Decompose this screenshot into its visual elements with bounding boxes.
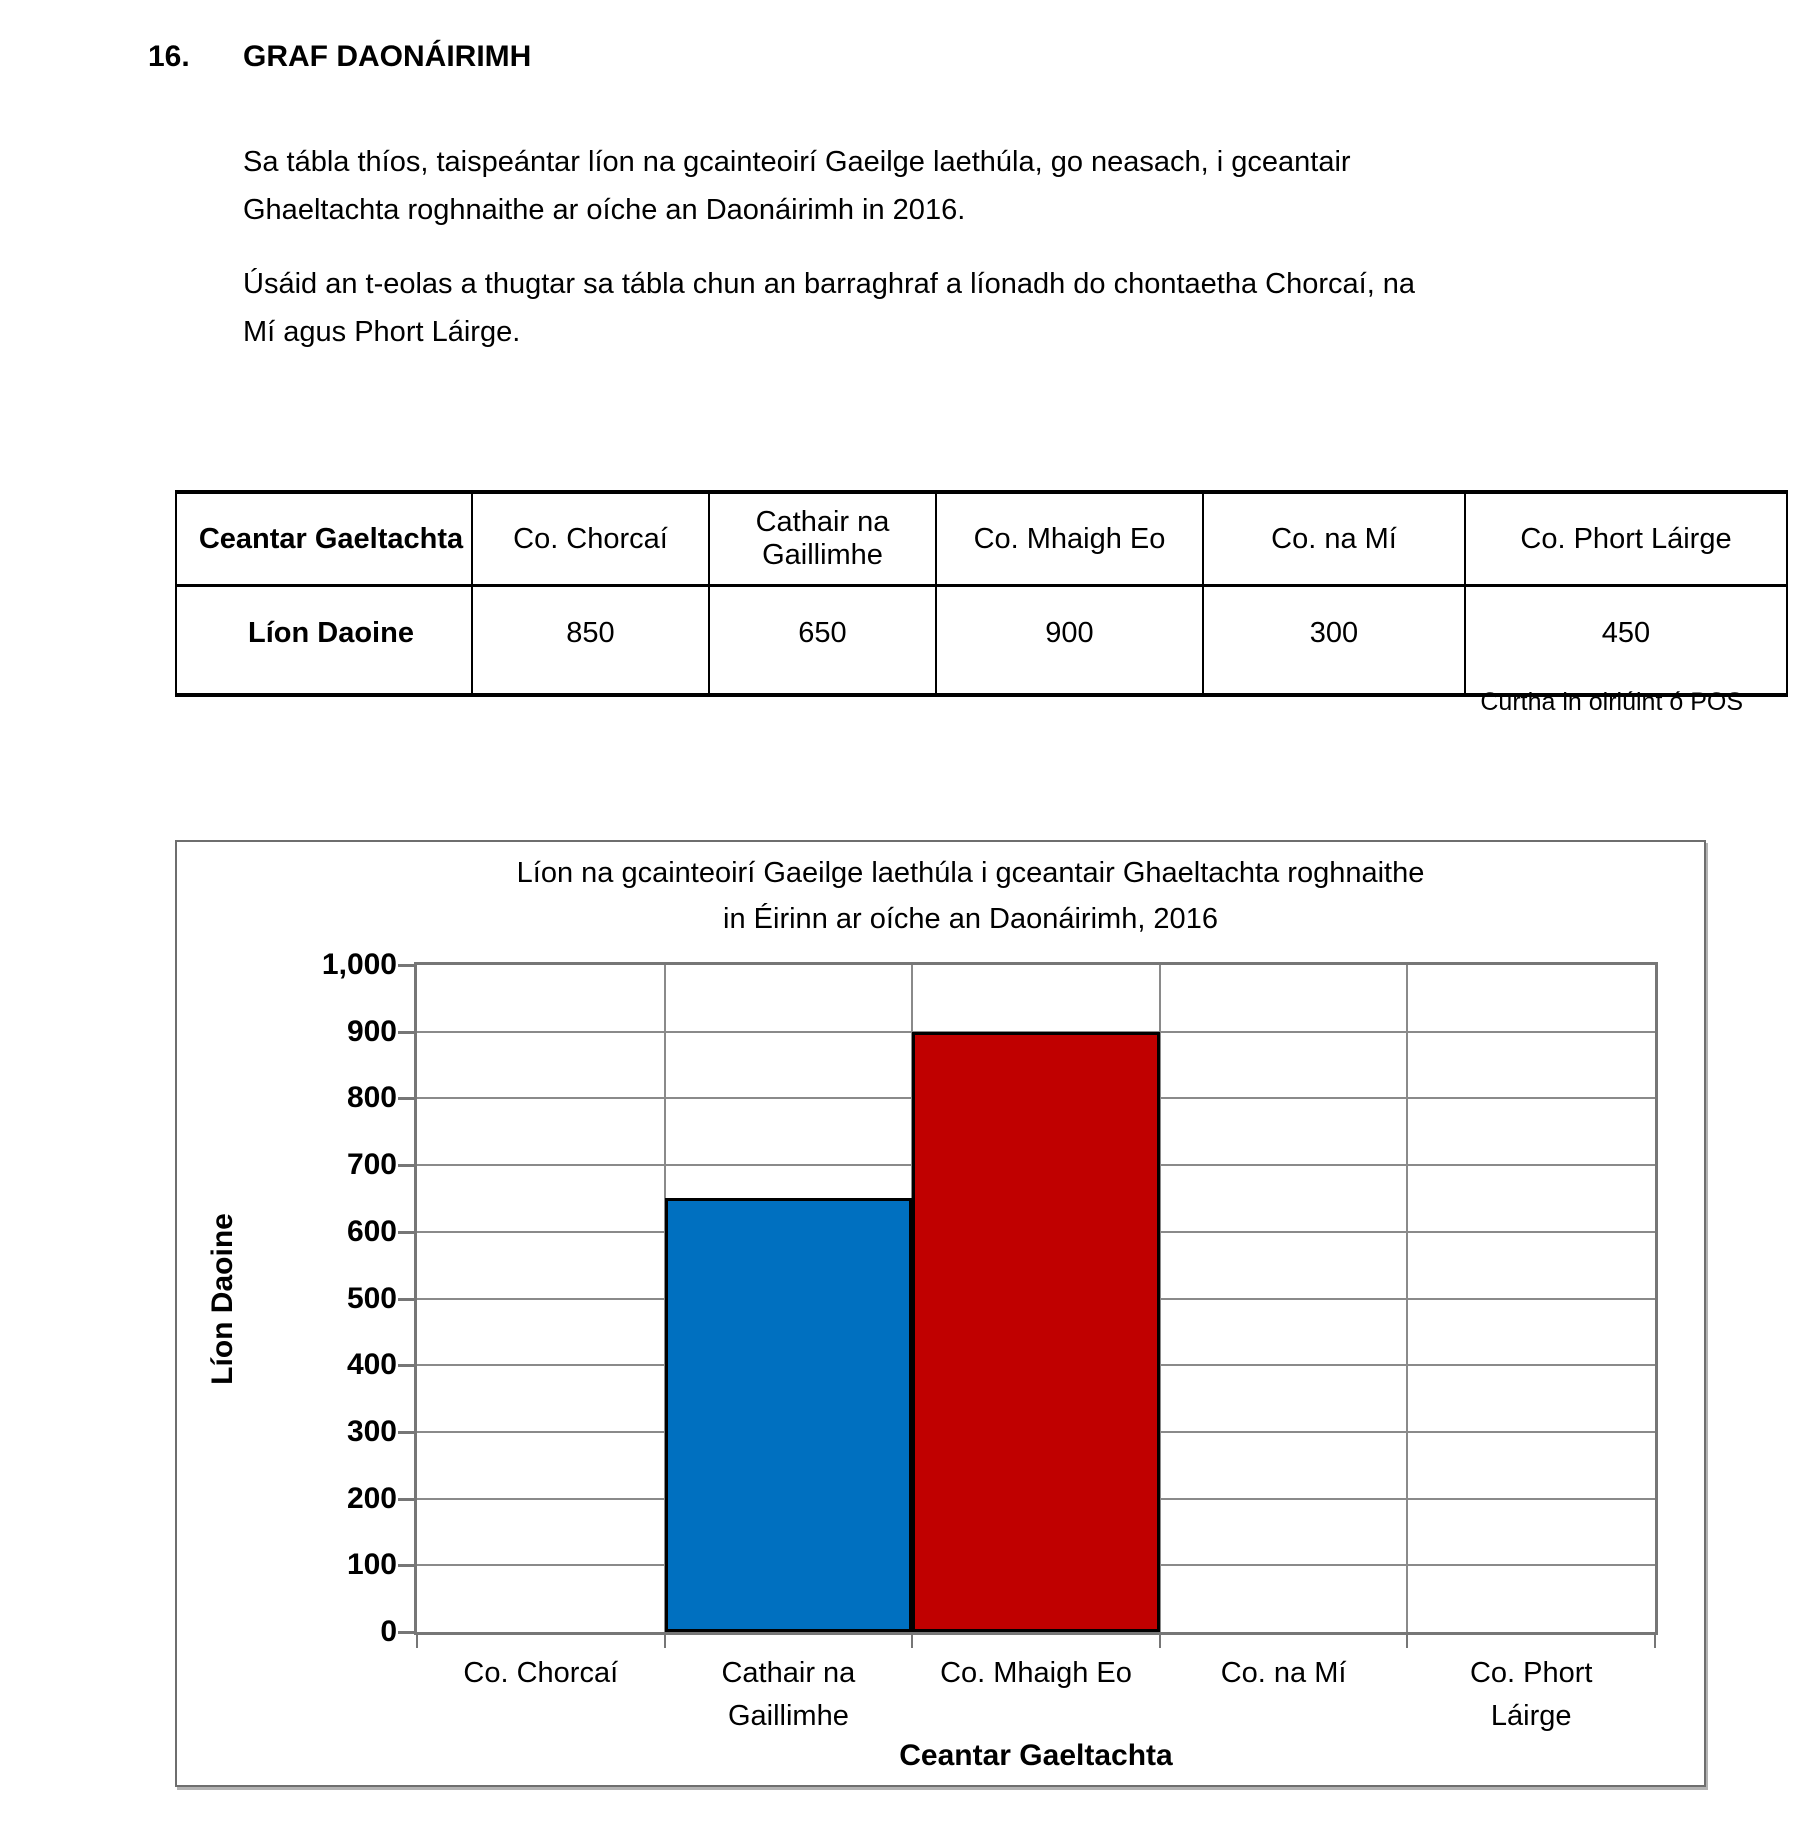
x-tick-label-line: Gaillimhe — [727, 1700, 849, 1732]
table-corner-header: Ceantar Gaeltachta — [176, 492, 472, 586]
y-axis-tick — [398, 1631, 414, 1634]
x-axis-tick — [1159, 1635, 1161, 1648]
y-axis-tick — [398, 1498, 414, 1501]
y-tick-label: 0 — [380, 1615, 397, 1648]
plot-area — [414, 962, 1658, 1635]
bar-chart — [175, 840, 1706, 1787]
table-value-cell: 650 — [709, 586, 936, 696]
y-axis-tick — [398, 1031, 414, 1034]
y-axis-tick — [398, 1431, 414, 1434]
y-axis-tick — [398, 1364, 414, 1367]
y-tick-label: 500 — [346, 1281, 397, 1315]
y-tick-label: 400 — [346, 1348, 397, 1382]
x-tick-label-co-na-m — [1160, 1652, 1408, 1695]
data-table — [175, 490, 1788, 697]
table-col-header: Co. Phort Láirge — [1465, 492, 1787, 586]
x-axis-tick — [1654, 1635, 1656, 1648]
intro-paragraph — [243, 138, 1351, 234]
y-tick-label: 600 — [346, 1214, 397, 1248]
table-col-header: Cathair na Gaillimhe — [709, 492, 936, 586]
table-col-header: Co. Mhaigh Eo — [936, 492, 1203, 586]
x-tick-label-co-phort-l-irge — [1407, 1652, 1655, 1738]
y-tick-label: 300 — [346, 1414, 397, 1448]
table-row-label: Líon Daoine — [176, 586, 472, 696]
paragraph-line: Úsáid an t-eolas a thugtar sa tábla chun an barraghraf a líonadh do chontaetha Chorcaí, na — [243, 268, 1416, 300]
paragraph-line: Ghaeltachta roghnaithe ar oíche an Daonáirimh in 2016. — [243, 194, 966, 226]
x-tick-label-line: Cathair na — [721, 1657, 856, 1689]
x-tick-label-line: Co. na Mí — [1220, 1657, 1347, 1689]
bar-cathair-na-gaillimhe — [665, 1198, 913, 1632]
x-axis-tick — [664, 1635, 666, 1648]
paragraph-line: Mí agus Phort Láirge. — [243, 316, 521, 348]
y-tick-label: 800 — [346, 1081, 397, 1115]
chart-title — [237, 850, 1704, 942]
question-title: GRAF DAONÁIRIMH — [243, 40, 532, 73]
chart-title-line: Líon na gcainteoirí Gaeilge laethúla i gceantair Ghaeltachta roghnaithe — [516, 857, 1425, 889]
table-header-row — [176, 492, 1787, 586]
table-value-cell: 850 — [472, 586, 709, 696]
y-tick-label: 900 — [346, 1014, 397, 1048]
paragraph-line: Sa tábla thíos, taispeántar líon na gcainteoirí Gaeilge laethúla, go neasach, i gceantair — [243, 146, 1351, 178]
chart-title-line: in Éirinn ar oíche an Daonáirimh, 2016 — [723, 903, 1218, 935]
x-tick-label-line: Co. Mhaigh Eo — [940, 1657, 1132, 1689]
x-axis-tick — [911, 1635, 913, 1648]
question-number: 16. — [148, 40, 190, 73]
table-value-row — [176, 586, 1787, 696]
table-value-cell: 450 — [1465, 586, 1787, 696]
x-tick-label-line: Láirge — [1490, 1700, 1572, 1732]
x-tick-label-line: Co. Phort — [1469, 1657, 1593, 1689]
table-value-cell: 900 — [936, 586, 1203, 696]
x-tick-label-co-chorca — [417, 1652, 665, 1695]
y-axis-tick — [398, 964, 414, 967]
table-value-cell: 300 — [1203, 586, 1465, 696]
y-tick-label: 200 — [346, 1481, 397, 1515]
y-tick-label: 700 — [346, 1148, 397, 1182]
instruction-paragraph — [243, 260, 1415, 356]
gridline-vertical — [1406, 965, 1408, 1632]
bar-co-mhaigh-eo — [912, 1032, 1160, 1632]
y-axis-tick — [398, 1097, 414, 1100]
y-axis-tick — [398, 1298, 414, 1301]
y-axis-tick — [398, 1231, 414, 1234]
source-note: Curtha in oiriúint ó POS — [1480, 688, 1743, 716]
x-axis-tick — [1406, 1635, 1408, 1648]
x-tick-label-line: Co. Chorcaí — [463, 1657, 619, 1689]
y-axis-tick — [398, 1164, 414, 1167]
x-tick-label-co-mhaigh-eo — [912, 1652, 1160, 1695]
x-tick-label-cathair-na-gaillimhe — [665, 1652, 913, 1738]
x-axis-tick — [416, 1635, 418, 1648]
y-tick-label: 1,000 — [321, 948, 397, 981]
table-col-header: Co. Chorcaí — [472, 492, 709, 586]
y-axis-tick — [398, 1564, 414, 1567]
y-tick-label: 100 — [346, 1548, 397, 1582]
y-axis-title: Líon Daoine — [206, 1213, 239, 1385]
table-col-header: Co. na Mí — [1203, 492, 1465, 586]
x-axis-title: Ceantar Gaeltachta — [899, 1739, 1173, 1772]
